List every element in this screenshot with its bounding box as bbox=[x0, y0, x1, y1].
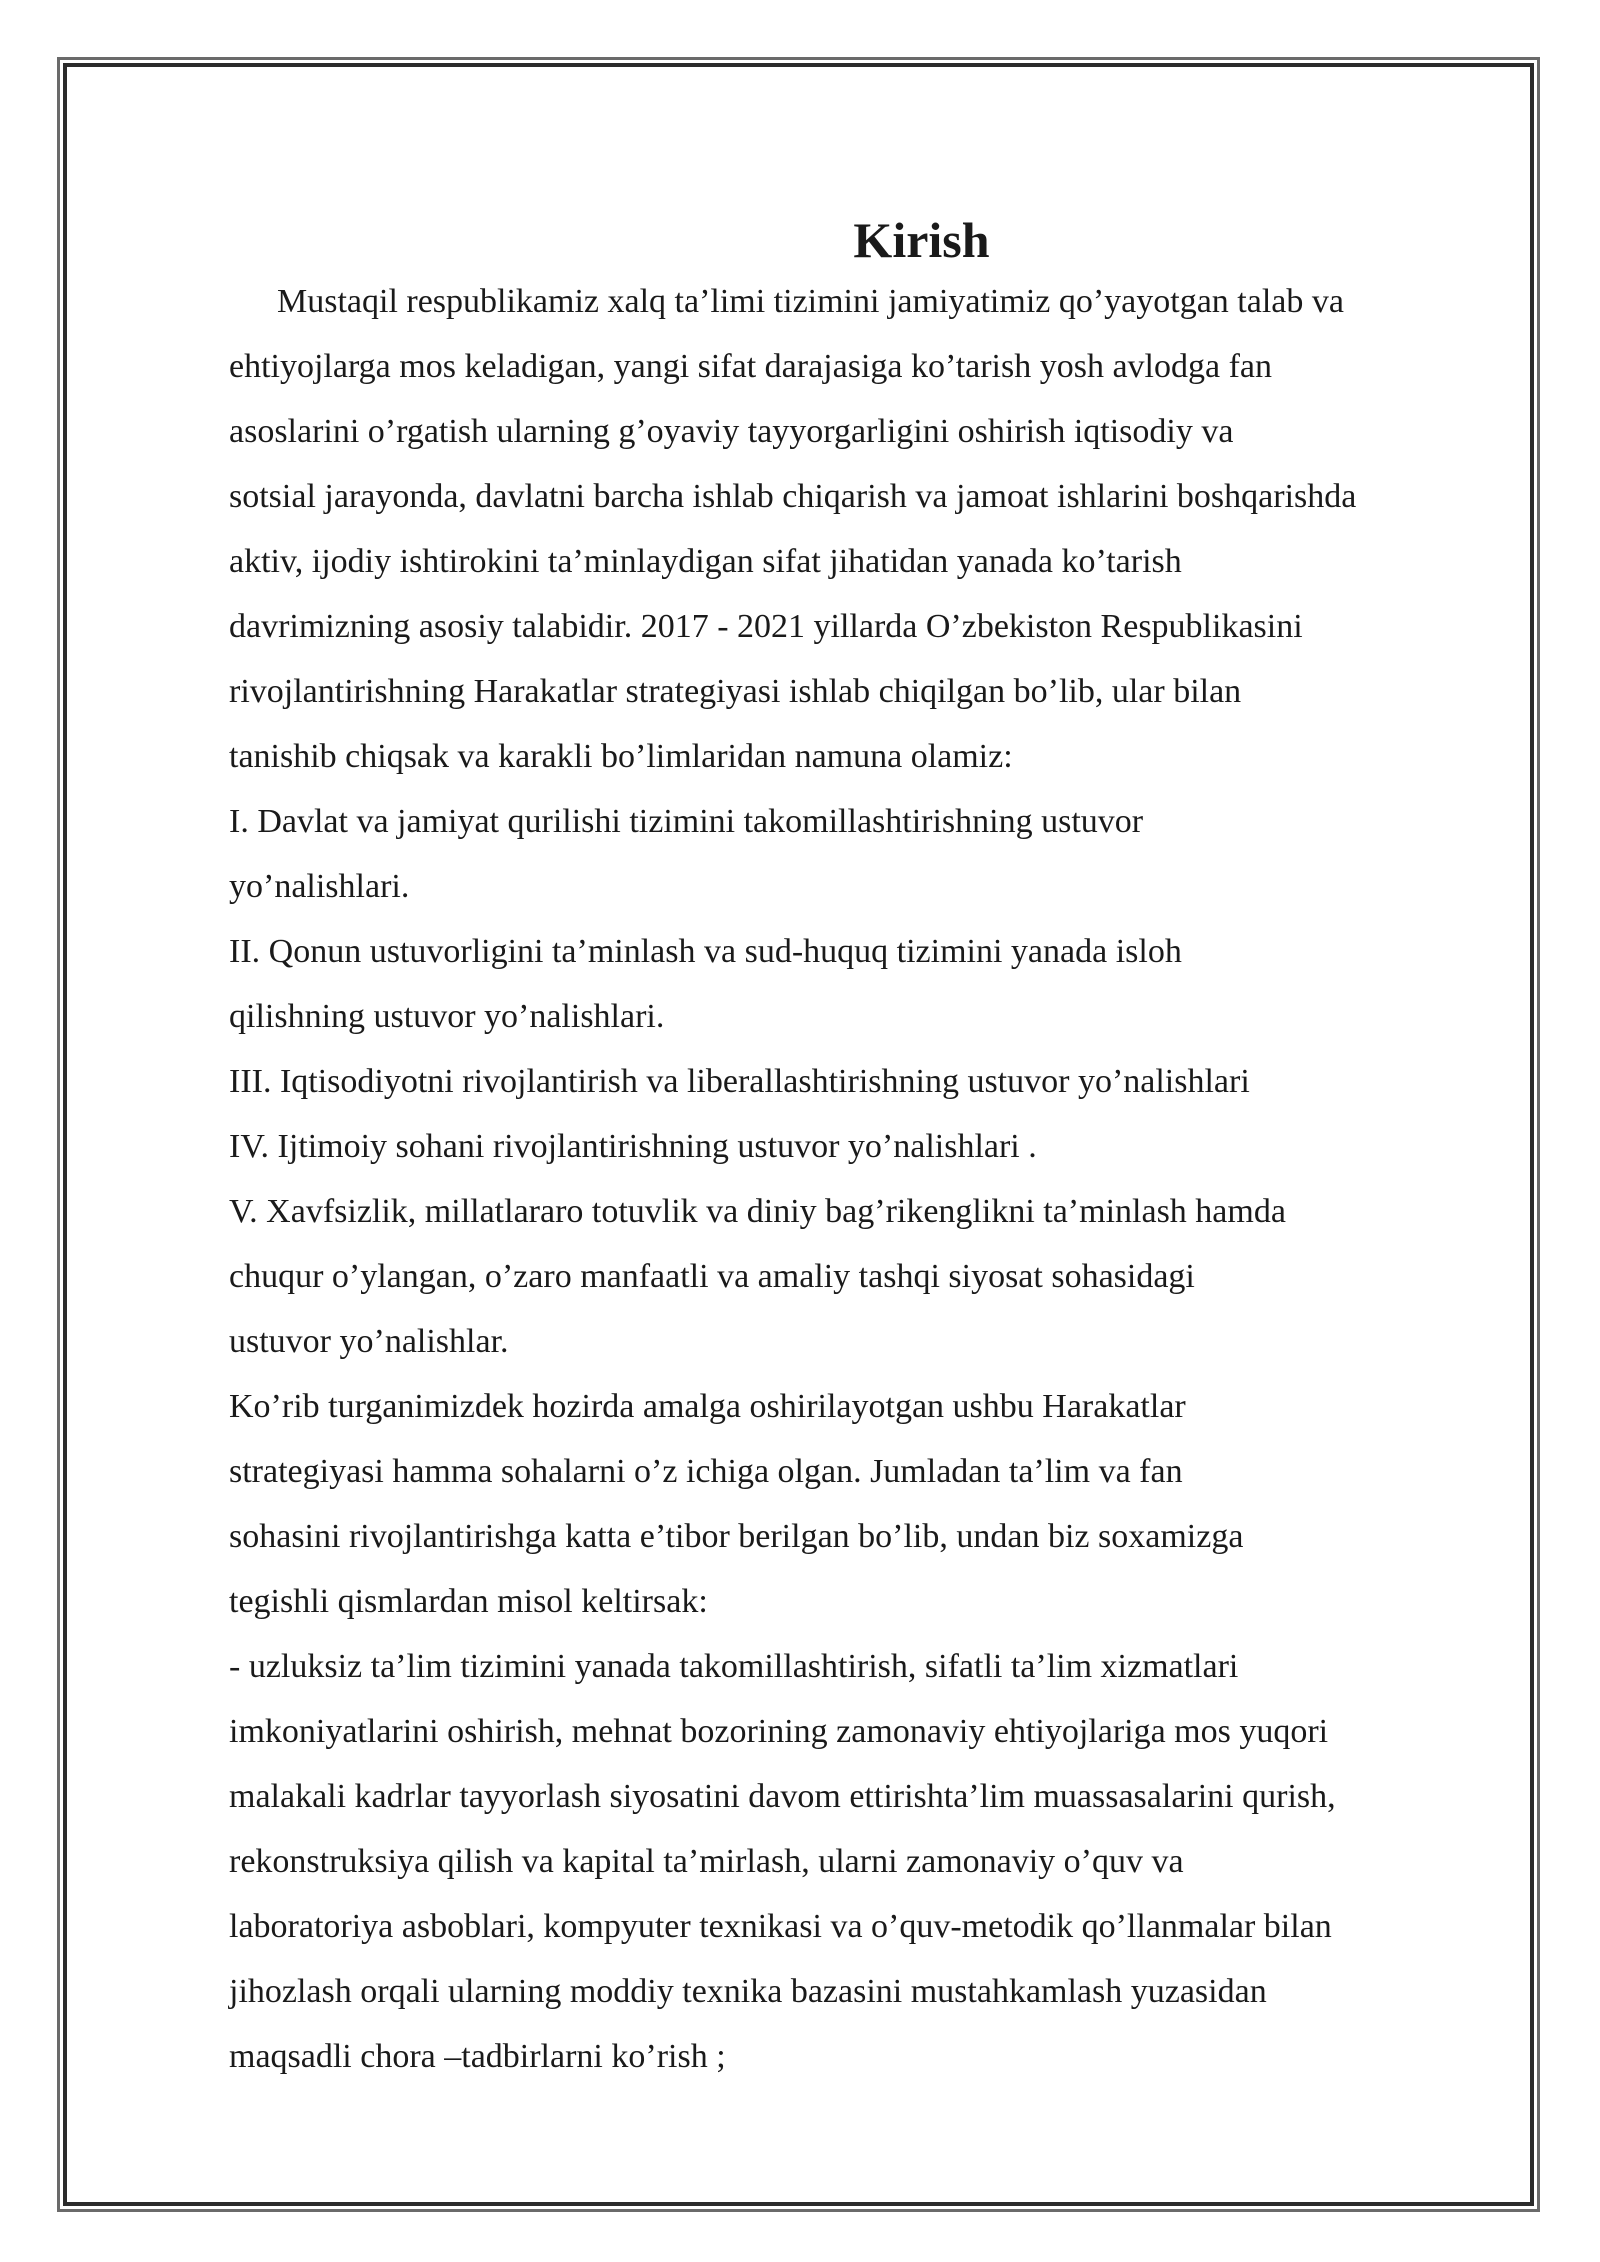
text-line: davrimizning asosiy talabidir. 2017 - 2021 yillarda O’zbekiston Respublikasini bbox=[229, 608, 1303, 645]
text-line: maqsadli chora –tadbirlarni ko’rish ; bbox=[229, 2038, 726, 2075]
text-line: tegishli qismlardan misol keltirsak: bbox=[229, 1583, 708, 1620]
text-line: yo’nalishlari. bbox=[229, 868, 410, 905]
text-line: III. Iqtisodiyotni rivojlantirish va liberallashtirishning ustuvor yo’nalishlari bbox=[229, 1063, 1250, 1100]
text-line: ustuvor yo’nalishlar. bbox=[229, 1323, 509, 1360]
paragraph-lines bbox=[229, 269, 1484, 2089]
text-line: Mustaqil respublikamiz xalq ta’limi tizimini jamiyatimiz qo’yayotgan talab va bbox=[277, 283, 1344, 320]
text-line: malakali kadrlar tayyorlash siyosatini davom ettirishta’lim muassasalarini qurish, bbox=[229, 1778, 1336, 1815]
text-line: Ko’rib turganimizdek hozirda amalga oshirilayotgan ushbu Harakatlar bbox=[229, 1388, 1186, 1425]
document-body bbox=[229, 212, 1484, 2089]
text-line: II. Qonun ustuvorligini ta’minlash va sud-huquq tizimini yanada isloh bbox=[229, 933, 1182, 970]
text-line: IV. Ijtimoiy sohani rivojlantirishning ustuvor yo’nalishlari . bbox=[229, 1128, 1037, 1165]
document-title: Kirish bbox=[853, 212, 990, 268]
text-line: qilishning ustuvor yo’nalishlari. bbox=[229, 998, 665, 1035]
text-line: sotsial jarayonda, davlatni barcha ishlab chiqarish va jamoat ishlarini boshqarishda bbox=[229, 478, 1357, 515]
text-line: - uzluksiz ta’lim tizimini yanada takomillashtirish, sifatli ta’lim xizmatlari bbox=[229, 1648, 1239, 1685]
text-line: chuqur o’ylangan, o’zaro manfaatli va amaliy tashqi siyosat sohasidagi bbox=[229, 1258, 1195, 1295]
text-line: sohasini rivojlantirishga katta e’tibor berilgan bo’lib, undan biz soxamizga bbox=[229, 1518, 1244, 1555]
text-line: ehtiyojlarga mos keladigan, yangi sifat darajasiga ko’tarish yosh avlodga fan bbox=[229, 348, 1273, 385]
text-line: V. Xavfsizlik, millatlararo totuvlik va diniy bag’rikenglikni ta’minlash hamda bbox=[229, 1193, 1286, 1230]
text-line: aktiv, ijodiy ishtirokini ta’minlaydigan sifat jihatidan yanada ko’tarish bbox=[229, 543, 1182, 580]
text-line: tanishib chiqsak va karakli bo’limlaridan namuna olamiz: bbox=[229, 738, 1013, 775]
text-line: rivojlantirishning Harakatlar strategiyasi ishlab chiqilgan bo’lib, ular bilan bbox=[229, 673, 1242, 710]
text-line: rekonstruksiya qilish va kapital ta’mirlash, ularni zamonaviy o’quv va bbox=[229, 1843, 1184, 1880]
text-line: jihozlash orqali ularning moddiy texnika bazasini mustahkamlash yuzasidan bbox=[229, 1973, 1267, 2010]
text-line: laboratoriya asboblari, kompyuter texnikasi va o’quv-metodik qo’llanmalar bilan bbox=[229, 1908, 1332, 1945]
text-line: strategiyasi hamma sohalarni o’z ichiga olgan. Jumladan ta’lim va fan bbox=[229, 1453, 1183, 1490]
text-line: imkoniyatlarini oshirish, mehnat bozorining zamonaviy ehtiyojlariga mos yuqori bbox=[229, 1713, 1329, 1750]
text-line: I. Davlat va jamiyat qurilishi tizimini takomillashtirishning ustuvor bbox=[229, 803, 1144, 840]
text-line: asoslarini o’rgatish ularning g’oyaviy tayyorgarligini oshirish iqtisodiy va bbox=[229, 413, 1234, 450]
